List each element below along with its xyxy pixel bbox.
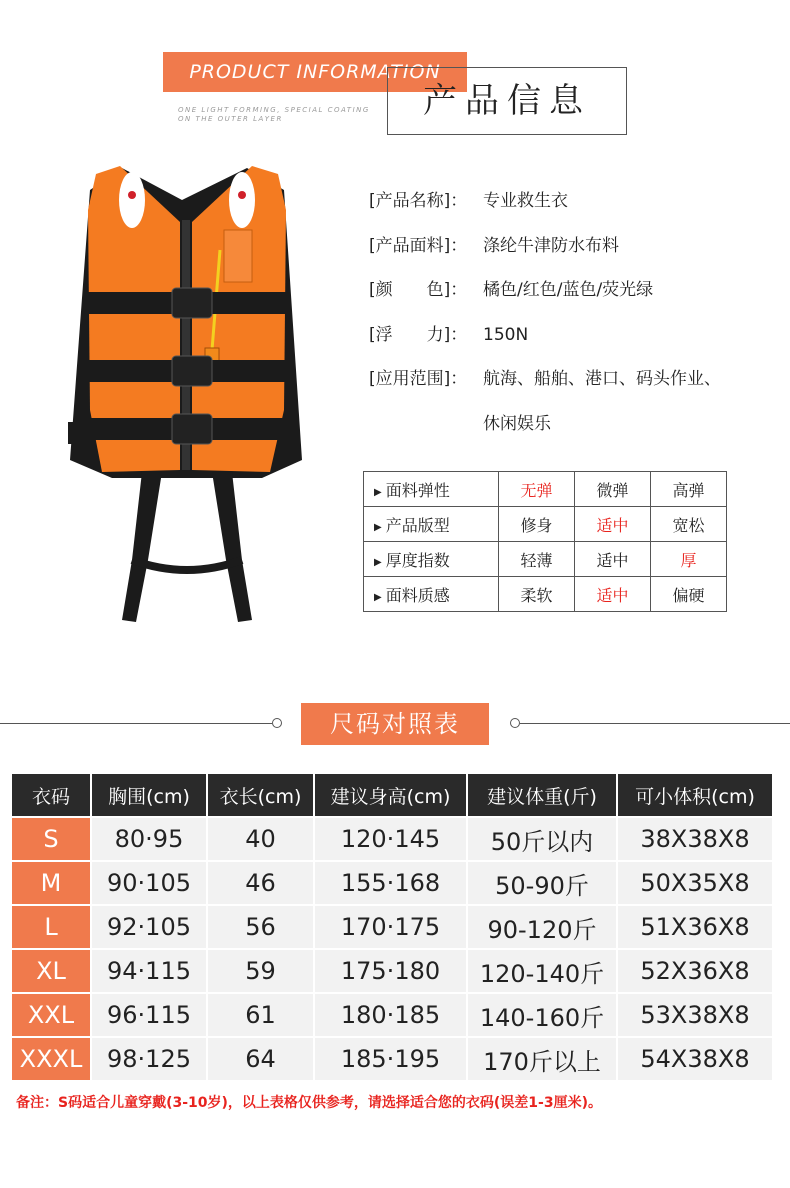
property-label bbox=[364, 472, 499, 507]
property-row bbox=[364, 472, 727, 507]
info-row-color bbox=[369, 272, 721, 317]
triangle-icon: ▶ bbox=[374, 591, 382, 603]
size-table-cell: 175·180 bbox=[315, 950, 466, 992]
size-table-cell: 80·95 bbox=[92, 818, 206, 860]
size-code-cell: L bbox=[12, 906, 90, 948]
property-option-selected: 厚 bbox=[651, 542, 727, 577]
size-table-cell: 98·125 bbox=[92, 1038, 206, 1080]
header-subtitle bbox=[178, 106, 388, 124]
triangle-icon: ▶ bbox=[374, 486, 382, 498]
size-table-cell: 50斤以内 bbox=[468, 818, 616, 860]
info-usage-value: 航海、船舶、港口、码头作业、 bbox=[483, 369, 721, 389]
size-code-cell: XXXL bbox=[12, 1038, 90, 1080]
property-option: 宽松 bbox=[651, 507, 727, 542]
info-row-name bbox=[369, 183, 721, 228]
size-table-cell: 38X38X8 bbox=[618, 818, 772, 860]
size-table-cell: 185·195 bbox=[315, 1038, 466, 1080]
size-table-row bbox=[12, 906, 772, 948]
size-table-row bbox=[12, 862, 772, 904]
size-table-header: 建议体重(斤) bbox=[468, 774, 616, 816]
size-table-cell: 92·105 bbox=[92, 906, 206, 948]
header-subtitle-line-2: ON THE OUTER LAYER bbox=[178, 115, 283, 123]
size-table-cell: 50X35X8 bbox=[618, 862, 772, 904]
property-label bbox=[364, 507, 499, 542]
property-grid bbox=[363, 471, 727, 612]
size-table-cell: 90-120斤 bbox=[468, 906, 616, 948]
size-code-cell: M bbox=[12, 862, 90, 904]
info-row-usage-cont bbox=[369, 406, 721, 451]
property-label bbox=[364, 577, 499, 612]
size-table-cell: 52X36X8 bbox=[618, 950, 772, 992]
property-option: 柔软 bbox=[499, 577, 575, 612]
size-table-cell: 61 bbox=[208, 994, 313, 1036]
size-code-cell: XL bbox=[12, 950, 90, 992]
size-table-cell: 120-140斤 bbox=[468, 950, 616, 992]
size-table-header: 衣码 bbox=[12, 774, 90, 816]
size-table-header: 衣长(cm) bbox=[208, 774, 313, 816]
info-fabric-value: 涤纶牛津防水布料 bbox=[483, 235, 619, 256]
divider-right bbox=[520, 723, 790, 724]
info-fabric-label: [产品面料]： bbox=[369, 235, 468, 256]
property-label-text: 面料质感 bbox=[385, 585, 450, 605]
property-label-text: 厚度指数 bbox=[385, 550, 450, 570]
life-vest-image bbox=[62, 160, 312, 630]
property-option: 微弹 bbox=[575, 472, 651, 507]
property-option-selected: 无弹 bbox=[499, 472, 575, 507]
property-option: 适中 bbox=[575, 542, 651, 577]
divider-dot-left bbox=[272, 718, 282, 728]
info-buoyancy-value: 150N bbox=[483, 324, 529, 345]
info-name-label: [产品名称]： bbox=[369, 191, 468, 211]
product-info-list bbox=[369, 183, 721, 450]
property-option: 轻薄 bbox=[499, 542, 575, 577]
size-table-cell: 59 bbox=[208, 950, 313, 992]
size-table bbox=[10, 772, 774, 1082]
size-code-cell: XXL bbox=[12, 994, 90, 1036]
property-option-selected: 适中 bbox=[575, 507, 651, 542]
size-table-cell: 64 bbox=[208, 1038, 313, 1080]
size-table-cell: 96·115 bbox=[92, 994, 206, 1036]
product-information-banner: PRODUCT INFORMATION bbox=[163, 52, 467, 92]
size-table-header: 胸围(cm) bbox=[92, 774, 206, 816]
size-table-cell: 53X38X8 bbox=[618, 994, 772, 1036]
info-row-usage bbox=[369, 361, 721, 406]
info-row-buoyancy bbox=[369, 317, 721, 362]
divider-dot-right bbox=[510, 718, 520, 728]
property-option: 高弹 bbox=[651, 472, 727, 507]
info-name-value: 专业救生衣 bbox=[483, 191, 568, 211]
size-table-row bbox=[12, 994, 772, 1036]
size-table-cell: 170斤以上 bbox=[468, 1038, 616, 1080]
size-code-cell: S bbox=[12, 818, 90, 860]
size-table-row bbox=[12, 818, 772, 860]
info-row-fabric bbox=[369, 228, 721, 273]
product-info-title: 产品信息 bbox=[387, 67, 627, 135]
property-option: 修身 bbox=[499, 507, 575, 542]
property-option: 偏硬 bbox=[651, 577, 727, 612]
property-label bbox=[364, 542, 499, 577]
property-option-selected: 适中 bbox=[575, 577, 651, 612]
size-table-cell: 155·168 bbox=[315, 862, 466, 904]
property-row bbox=[364, 542, 727, 577]
size-table-cell: 90·105 bbox=[92, 862, 206, 904]
info-color-value: 橘色/红色/蓝色/荧光绿 bbox=[483, 280, 654, 300]
size-table-header: 可小体积(cm) bbox=[618, 774, 772, 816]
property-label-text: 面料弹性 bbox=[385, 480, 450, 500]
size-table-cell: 94·115 bbox=[92, 950, 206, 992]
info-usage-label: [应用范围]： bbox=[369, 369, 468, 389]
size-table-header: 建议身高(cm) bbox=[315, 774, 466, 816]
size-table-cell: 120·145 bbox=[315, 818, 466, 860]
info-usage-value-2: 休闲娱乐 bbox=[483, 413, 551, 434]
property-label-text: 产品版型 bbox=[385, 515, 450, 535]
info-color-label: [颜 色]： bbox=[369, 280, 468, 300]
size-table-cell: 56 bbox=[208, 906, 313, 948]
size-table-cell: 51X36X8 bbox=[618, 906, 772, 948]
size-table-cell: 170·175 bbox=[315, 906, 466, 948]
triangle-icon: ▶ bbox=[374, 556, 382, 568]
size-table-row bbox=[12, 950, 772, 992]
size-table-cell: 54X38X8 bbox=[618, 1038, 772, 1080]
size-table-row bbox=[12, 1038, 772, 1080]
size-chart-title: 尺码对照表 bbox=[301, 703, 489, 745]
size-table-cell: 46 bbox=[208, 862, 313, 904]
header-subtitle-line-1: ONE LIGHT FORMING, SPECIAL COATING bbox=[178, 106, 370, 114]
divider-left bbox=[0, 723, 272, 724]
size-note: 备注：S码适合儿童穿戴(3-10岁)，以上表格仅供参考，请选择适合您的衣码(误差1-3厘米)。 bbox=[16, 1095, 603, 1111]
triangle-icon: ▶ bbox=[374, 521, 382, 533]
property-row bbox=[364, 577, 727, 612]
property-row bbox=[364, 507, 727, 542]
size-table-cell: 180·185 bbox=[315, 994, 466, 1036]
size-table-cell: 140-160斤 bbox=[468, 994, 616, 1036]
size-table-cell: 50-90斤 bbox=[468, 862, 616, 904]
size-table-cell: 40 bbox=[208, 818, 313, 860]
info-buoyancy-label: [浮 力]： bbox=[369, 324, 468, 345]
